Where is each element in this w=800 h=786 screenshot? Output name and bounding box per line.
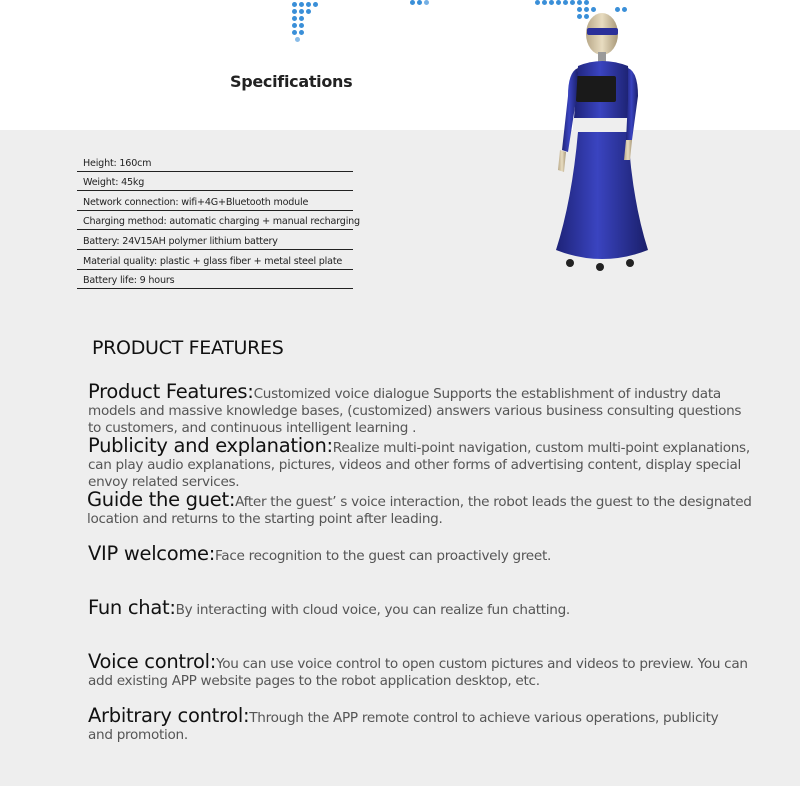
spec-row-weight: Weight: 45kg xyxy=(77,172,353,192)
spec-row-charging: Charging method: automatic charging + manual recharging xyxy=(77,211,353,231)
feature-arbitrary-control xyxy=(88,704,728,744)
feature-title: Fun chat: xyxy=(88,596,176,619)
feature-title: VIP welcome: xyxy=(88,542,216,565)
robot-image xyxy=(540,0,660,280)
feature-publicity xyxy=(88,434,768,491)
feature-text: Realize multi-point navigation, custom multi-point explanations, can play audio explanations, pictures, videos and other forms of advertising content, display special envoy related services. xyxy=(88,440,750,490)
spec-row-material: Material quality: plastic + glass fiber + metal steel plate xyxy=(77,250,353,270)
feature-text: By interacting with cloud voice, you can realize fun chatting. xyxy=(175,602,570,618)
specifications-title: Specifications xyxy=(230,72,353,91)
spec-row-battery: Battery: 24V15AH polymer lithium battery xyxy=(77,230,353,250)
feature-text: Face recognition to the guest can proactively greet. xyxy=(215,548,551,564)
feature-title: Product Features: xyxy=(88,380,254,403)
feature-text: Through the APP remote control to achieve various operations, publicity and promotion. xyxy=(88,710,719,743)
feature-guide xyxy=(87,488,797,528)
feature-product-features xyxy=(88,380,748,437)
feature-vip-welcome xyxy=(88,542,798,565)
feature-title: Guide the guet: xyxy=(87,488,236,511)
feature-text: You can use voice control to open custom pictures and videos to preview. You can add existing APP website pages to the robot application desktop, etc. xyxy=(88,656,748,689)
feature-text: Customized voice dialogue Supports the establishment of industry data models and massive knowledge bases, (customized) answers various business consulting questions to customers, and continuous intelligent learning . xyxy=(88,386,742,436)
header-band xyxy=(0,0,800,130)
spec-row-battery-life: Battery life: 9 hours xyxy=(77,270,353,290)
specifications-table xyxy=(77,152,360,289)
feature-text: After the guest’ s voice interaction, the robot leads the guest to the designated location and returns to the starting point after leading. xyxy=(87,494,752,527)
feature-title: Arbitrary control: xyxy=(88,704,250,727)
spec-row-height: Height: 160cm xyxy=(77,152,353,172)
feature-fun-chat xyxy=(88,596,798,619)
feature-voice-control xyxy=(88,650,768,690)
spec-row-network: Network connection: wifi+4G+Bluetooth module xyxy=(77,191,353,211)
feature-title: Publicity and explanation: xyxy=(88,434,333,457)
feature-title: Voice control: xyxy=(88,650,217,673)
product-features-heading: PRODUCT FEATURES xyxy=(92,337,284,359)
